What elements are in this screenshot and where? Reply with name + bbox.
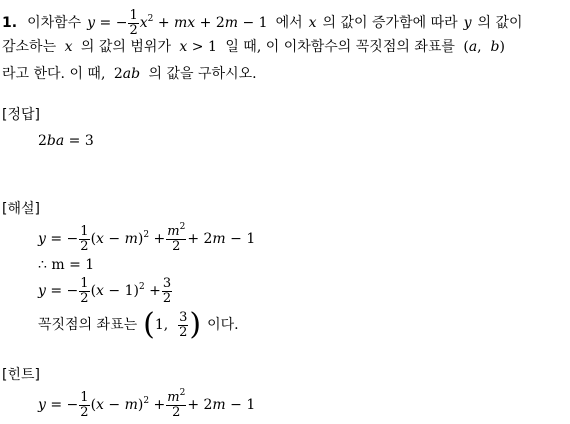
hint-header: [힌트] bbox=[2, 367, 40, 383]
problem-text-3b: 의 값을 구하시오. bbox=[148, 66, 257, 82]
var-x-1: x bbox=[308, 15, 317, 31]
problem-text-2c: 일 때, 이 이차함수의 꼭짓점의 좌표를 bbox=[225, 39, 455, 55]
solution-step-1: y = − $\frac{1}{2}$ $(x - m)^2$ + $\frac{m^2}{2}$ + 2m − 1 bbox=[38, 221, 256, 254]
problem-function: y = − $\frac{1}{2}$ $x^2$ + mx + 2m − 1 bbox=[87, 7, 268, 38]
problem-line-1 bbox=[2, 8, 523, 38]
answer-header: [정답] bbox=[2, 107, 40, 123]
var-y-1: y bbox=[463, 15, 472, 31]
var-x-2: x bbox=[64, 39, 73, 55]
solution-vertex-line bbox=[38, 305, 239, 345]
range-inequality: x > 1 bbox=[179, 39, 217, 55]
problem-line-3 bbox=[2, 67, 257, 81]
solution-step-2: y = − $\frac{1}{2}$ $(x - 1)^2$ + $\frac{3}{2}$ bbox=[38, 275, 172, 306]
solution-therefore: ∴ m = 1 bbox=[38, 257, 95, 273]
solution-header: [해설] bbox=[2, 201, 40, 217]
problem-line-2 bbox=[2, 40, 505, 54]
problem-text-1d: 의 값이 bbox=[477, 15, 523, 31]
problem-text-1b: 에서 bbox=[275, 15, 303, 31]
solution-vertex-text-b: 이다. bbox=[207, 317, 239, 333]
vertex-coordinates: (a, b) bbox=[463, 39, 505, 55]
solution-vertex-text-a: 꼭짓점의 좌표는 bbox=[38, 317, 138, 333]
problem-number: 1. bbox=[2, 15, 18, 31]
hint-expression: y = − $\frac{1}{2}$ $(x - m)^2$ + $\frac{m^2}{2}$ + 2m − 1 bbox=[38, 387, 256, 420]
problem-text-1a: 이차함수 bbox=[27, 15, 82, 31]
problem-text-1c: 의 값이 증가함에 따라 bbox=[322, 15, 458, 31]
problem-text-2a: 감소하는 bbox=[2, 39, 57, 55]
problem-text-2b: 의 값의 범위가 bbox=[80, 39, 171, 55]
problem-text-3a: 라고 한다. 이 때, bbox=[2, 66, 106, 82]
solution-vertex-point: ( 1, $\frac{3}{2}$ ) bbox=[143, 307, 202, 342]
expr-2ab: 2ab bbox=[113, 66, 141, 82]
answer-expression: 2ba = 3 bbox=[38, 133, 94, 149]
